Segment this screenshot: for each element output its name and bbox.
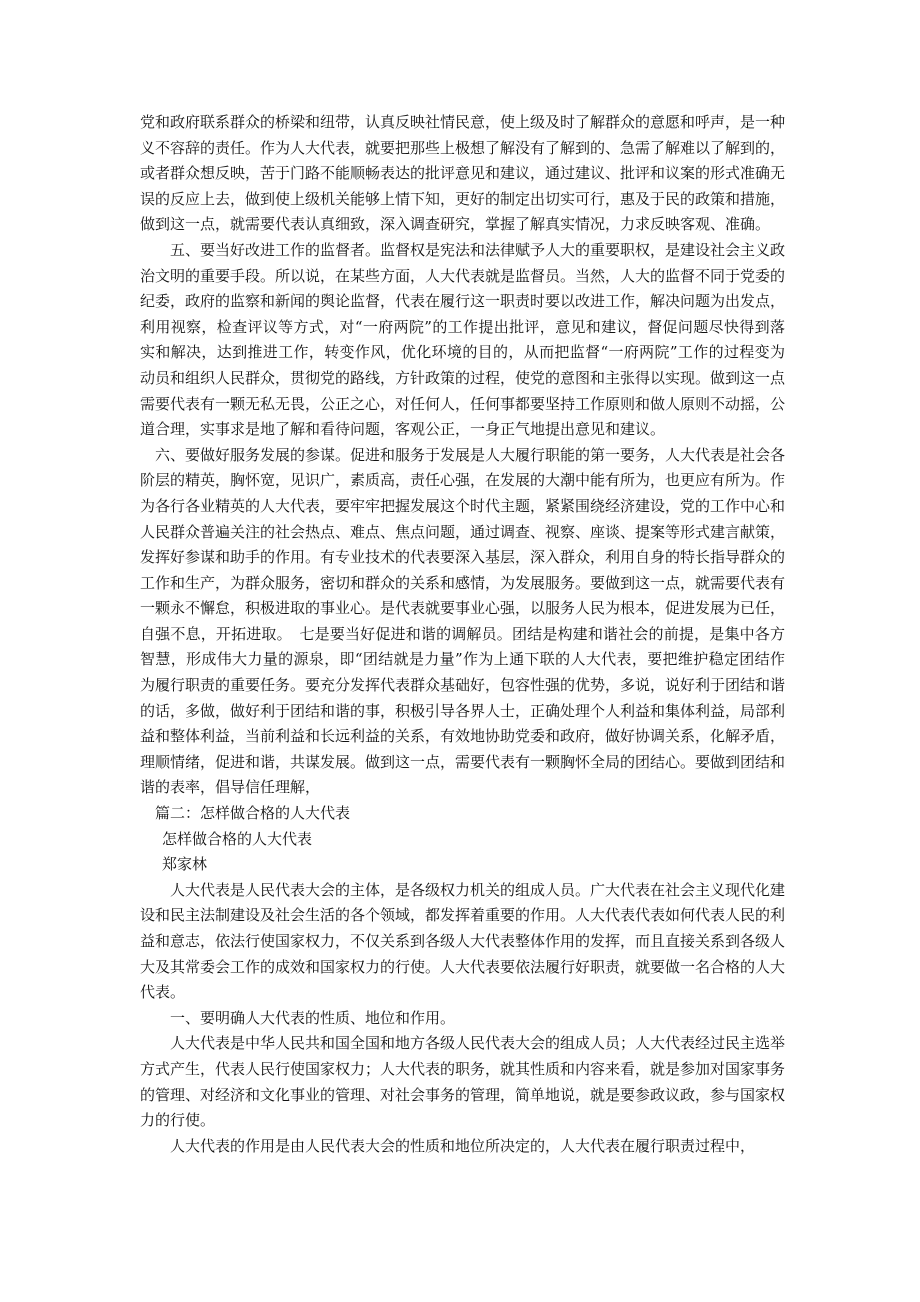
section-one-heading: 一、要明确人大代表的性质、地位和作用。 (170, 1008, 456, 1027)
article-two-heading: 篇二：怎样做合格的人大代表 (155, 804, 351, 823)
paragraph-continuation: 党和政府联系群众的桥梁和纽带，认真反映社情民意，使上级及时了解群众的意愿和呼声，是一种义不容辞的责任。作为人大代表，就要把那些上极想了解没有了解到的、急需了解难以了解到的，或者群众想反映，苦于门路不能顺畅表达的批评意见和建议，通过建议、批评和议案的形式准确无误的反应上去，做到使上级机关能够上情下知，更好的制定出切实可行，惠及于民的政策和措施，做到这一点，就需要代表认真细致，深入调查研究，掌握了解真实情况，力求反映客观、准确。 (140, 113, 786, 234)
article-title: 怎样做合格的人大代表 (162, 829, 313, 848)
paragraph-nature: 人大代表是中华人民共和国全国和地方各级人民代表大会的组成人员；人大代表经过民主选举方式产生，代表人民行使国家权力；人大代表的职务，就其性质和内容来看，就是参加对国家事务的管理、对经济和文化事业的管理、对社会事务的管理，简单地说，就是要参政议政，参与国家权力的行使。 (140, 1034, 786, 1130)
paragraph-section-six: 六、要做好服务发展的参谋。促进和服务于发展是人大履行职能的第一要务，人大代表是社会各阶层的精英，胸怀宽，见识广，素质高，责任心强，在发展的大潮中能有所为，也更应有所为。作为各行各业精英的人大代表，要牢牢把握发展这个时代主题，紧紧围绕经济建设，党的工作中心和人民群众普遍关注的社会热点、难点、焦点问题，通过调查、视察、座谈、提案等形式建言献策，发挥好参谋和助手的作用。有专业技术的代表要深入基层，深入群众，利用自身的特长指导群众的工作和生产，为群众服务，密切和群众的关系和感情，为发展服务。要做到这一点，就需要代表有一颗永不懈怠，积极进取的事业心。是代表就要事业心强，以服务人民为根本，促进发展为已任，自强不息，开拓进取。 七是要当好促进和谐的调解员。团结是构建和谐社会的前提，是集中各方智慧，形成伟大力量的源泉，即“团结就是力量”作为上通下联的人大代表，要把维护稳定团结作为履行职责的重要任务。要充分发挥代表群众基础好，包容性强的优势，多说，说好利于团结和谐的话，多做，做好利于团结和谐的事，积极引导各界人士，正确处理个人利益和集体利益，局部利益和整体利益，当前利益和长远利益的关系，有效地协助党委和政府，做好协调关系，化解矛盾，理顺情绪，促进和谐，共谋发展。做到这一点，需要代表有一颗胸怀全局的团结心。要做到团结和谐的表率，倡导信任理解， (140, 445, 786, 797)
document-page (140, 110, 785, 1159)
paragraph-section-five: 五、要当好改进工作的监督者。监督权是宪法和法律赋予人大的重要职权，是建设社会主义政治文明的重要手段。所以说，在某些方面，人大代表就是监督员。当然，人大的监督不同于党委的纪委，政府的监察和新闻的舆论监督，代表在履行这一职责时要以改进工作，解决问题为出发点，利用视察，检查评议等方式，对“一府两院”的工作提出批评，意见和建议，督促问题尽快得到落实和解决，达到推进工作，转变作风，优化环境的目的，从而把监督“一府两院”工作的过程变为动员和组织人民群众，贯彻党的路线，方针政策的过程，使党的意图和主张得以实现。做到这一点需要代表有一颗无私无畏，公正之心，对任何人，任何事都要坚持工作原则和做人原则不动摇，公道合理，实事求是地了解和看待问题，客观公正，一身正气地提出意见和建议。 (140, 240, 786, 439)
author-name: 郑家林 (162, 855, 208, 874)
paragraph-intro: 人大代表是人民代表大会的主体，是各级权力机关的组成人员。广大代表在社会主义现代化建设和民主法制建设及社会生活的各个领域，都发挥着重要的作用。人大代表代表如何代表人民的利益和意志，依法行使国家权力，不仅关系到各级人大代表整体作用的发挥，而且直接关系到各级人大及其常委会工作的成效和国家权力的行使。人大代表要依法履行好职责，就要做一名合格的人大代表。 (140, 880, 786, 1002)
paragraph-role: 人大代表的作用是由人民代表大会的性质和地位所决定的，人大代表在履行职责过程中， (170, 1136, 756, 1155)
